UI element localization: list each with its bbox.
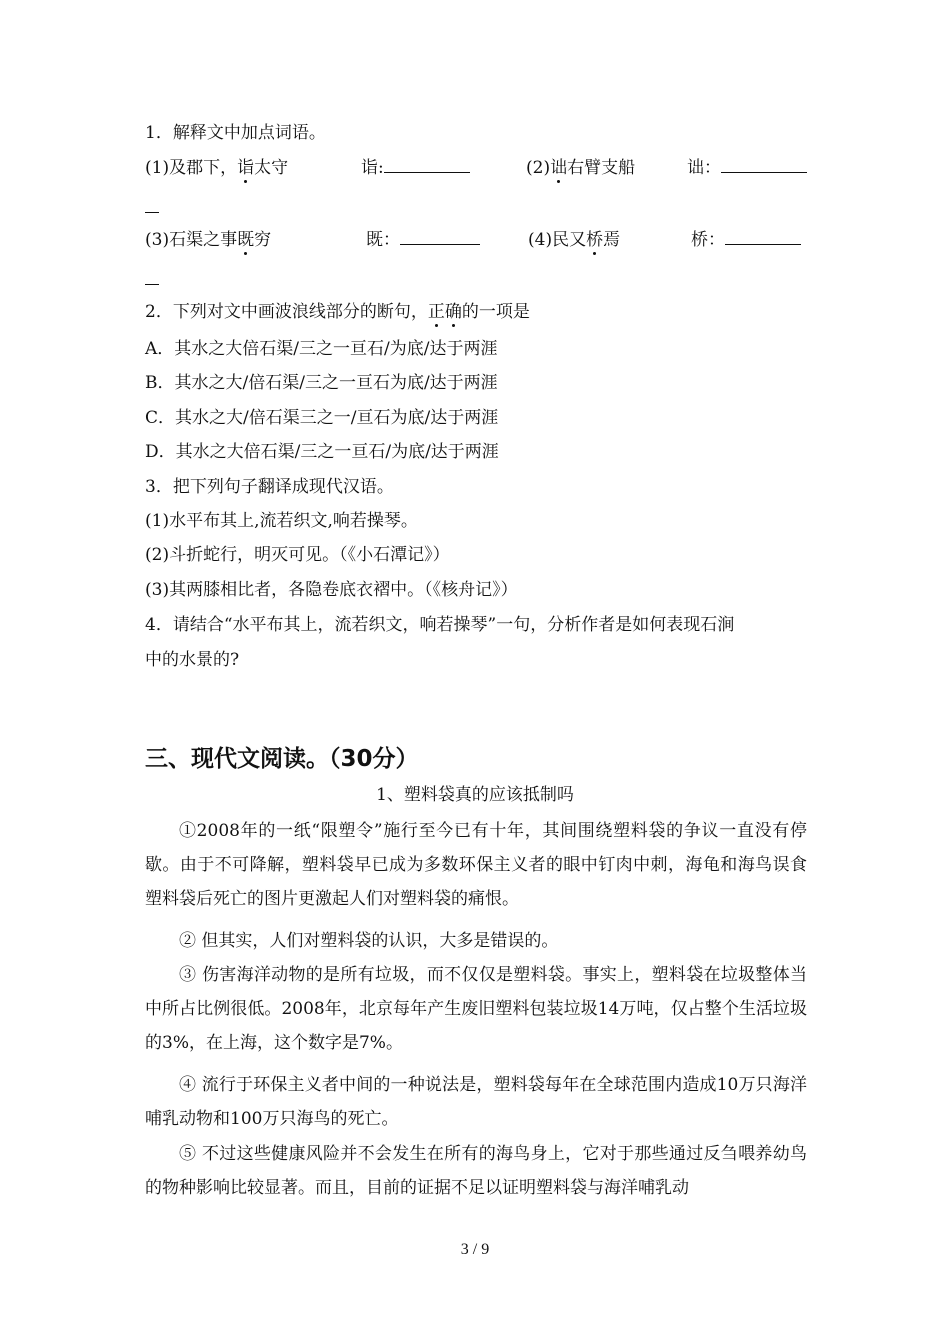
q3-item-3: (3)其两膝相比者，各隐卷底衣褶中。（《核舟记》） (145, 580, 518, 600)
q3-item-1: (1)水平布其上,流若织文,响若操琴。 (145, 511, 418, 531)
answer-blank-4[interactable] (725, 228, 801, 245)
q1-item3-answer: 既： (366, 228, 480, 252)
q1-item4-answer: 桥： (691, 228, 801, 252)
dotted-char: 正 (427, 302, 445, 322)
paragraph-4: ④ 流行于环保主义者中间的一种说法是，塑料袋每年在全球范围内造成10万只海洋哺乳动物和100万只海鸟的死亡。 (145, 1075, 807, 1129)
paragraph-3: ③ 伤害海洋动物的是所有垃圾，而不仅仅是塑料袋。事实上，塑料袋在垃圾整体当中所占比例很低。2008年，北京每年产生废旧塑料包装垃圾14万吨，仅占整个生活垃圾的3%，在上海，这个数字是7%。 (145, 965, 807, 1053)
dotted-char: 诣 (237, 158, 255, 178)
answer-blank-2-cont[interactable] (145, 196, 159, 213)
q4-line-2: 中的水景的? (145, 650, 240, 670)
section-heading: 三、现代文阅读。（30分） (145, 746, 419, 772)
q2-option-a[interactable]: A．其水之大倍石渠/三之一亘石/为底/达于两涯 (145, 339, 498, 359)
dotted-char: 既 (237, 230, 255, 250)
q4-line-1: 4．请结合“水平布其上，流若织文，响若操琴”一句，分析作者是如何表现石涧 (145, 615, 735, 635)
answer-blank-4-cont[interactable] (145, 268, 159, 285)
q3-item-2: (2)斗折蛇行，明灭可见。（《小石潭记》） (145, 545, 450, 565)
article-title: 1、塑料袋真的应该抵制吗 (376, 785, 574, 805)
q2-option-c[interactable]: C．其水之大/倍石渠三之一/亘石为底/达于两涯 (145, 408, 499, 428)
q1-item2-answer: 诎： (687, 156, 807, 180)
paragraph-2: ② 但其实，人们对塑料袋的认识，大多是错误的。 (179, 931, 559, 951)
answer-blank-3[interactable] (400, 228, 480, 245)
answer-blank-2[interactable] (721, 156, 807, 173)
q1-title: 1．解释文中加点词语。 (145, 123, 326, 143)
q2-option-d[interactable]: D．其水之大倍石渠/三之一亘石/为底/达于两涯 (145, 442, 499, 462)
q1-item2: (2)诎右臂支船 (526, 158, 636, 178)
answer-blank-1[interactable] (384, 156, 470, 173)
q2-option-b[interactable]: B．其水之大/倍石渠/三之一亘石为底/达于两涯 (145, 373, 498, 393)
dotted-char: 确 (444, 302, 462, 322)
q1-item1: (1)及郡下，诣太守 (145, 158, 289, 178)
q2-title: 2．下列对文中画波浪线部分的断句，正确的一项是 (145, 302, 530, 322)
paragraph-1: ①2008年的一纸“限塑令”施行至今已有十年，其间围绕塑料袋的争议一直没有停歇。由于不可降解，塑料袋早已成为多数环保主义者的眼中钉肉中刺，海龟和海鸟误食塑料袋后死亡的图片更激起人们对塑料袋的痛恨。 (145, 821, 807, 909)
q1-blank-wrap-2 (145, 268, 159, 292)
dotted-char: 诎 (550, 158, 568, 178)
q3-title: 3．把下列句子翻译成现代汉语。 (145, 477, 394, 497)
q1-item4: (4)民又桥焉 (528, 230, 621, 250)
q1-item1-answer: 诣: (361, 156, 470, 180)
dotted-char: 桥 (586, 230, 604, 250)
q1-item3: (3)石渠之事既穷 (145, 230, 272, 250)
paragraph-5: ⑤ 不过这些健康风险并不会发生在所有的海鸟身上，它对于那些通过反刍喂养幼鸟的物种影响比较显著。而且，目前的证据不足以证明塑料袋与海洋哺乳动 (145, 1144, 807, 1198)
q1-blank-wrap-1 (145, 196, 159, 220)
page-number: 3 / 9 (460, 1241, 490, 1258)
